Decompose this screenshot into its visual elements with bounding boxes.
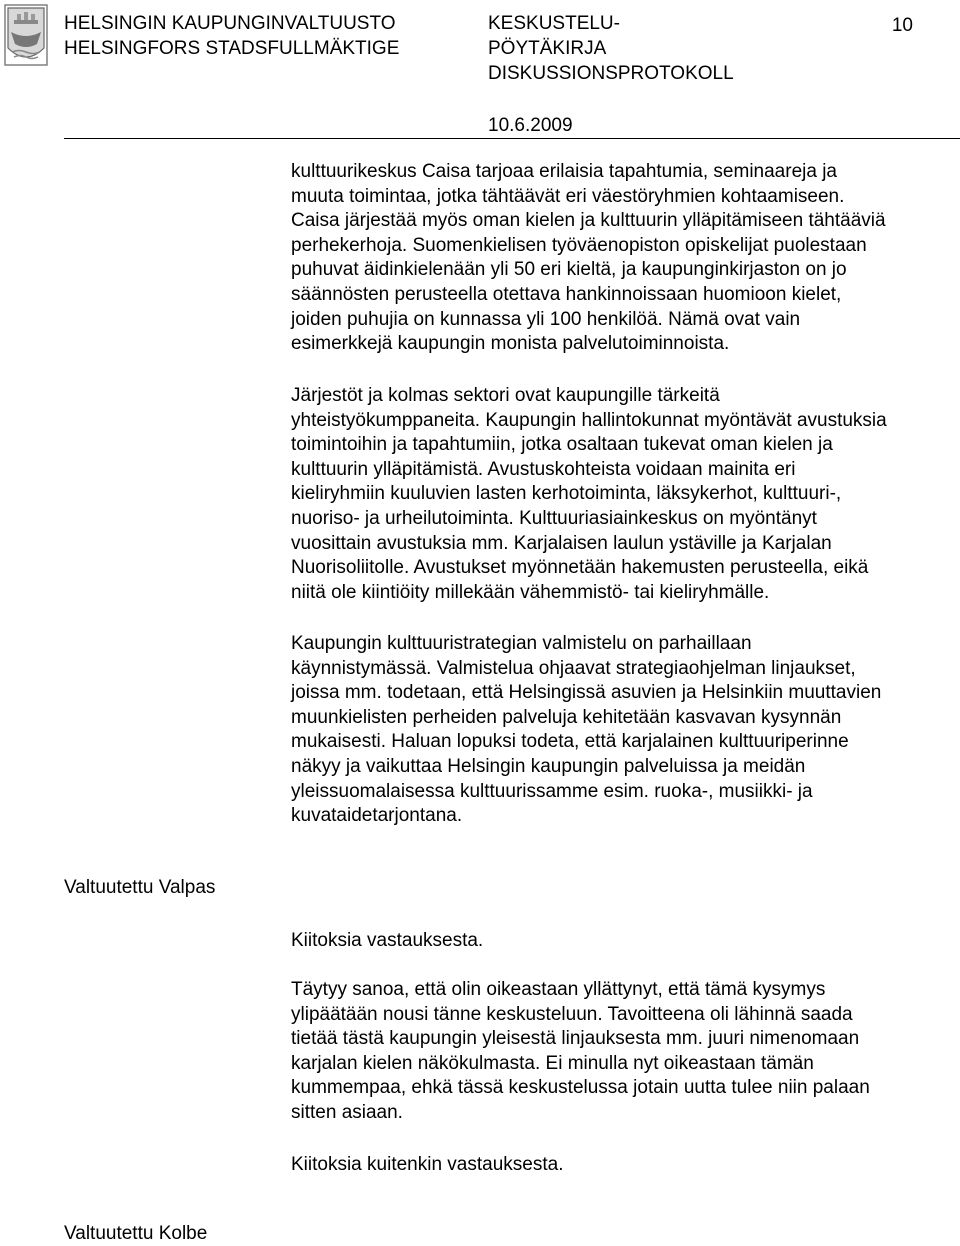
text-line: vuosittain avustuksia mm. Karjalaisen laulun ystäville ja Karjalan [291,532,832,554]
text-line: kulttuurin ylläpitämistä. Avustuskohteista voidaan mainita eri [291,458,796,480]
text-line: joissa mm. todetaan, että Helsingissä asuvien ja Helsinkiin muuttavien [291,682,882,704]
text-line: ylipäätään nousi tänne keskusteluun. Tavoitteena oli lähinnä saada [291,1003,853,1025]
text-line: toimintoihin ja tapahtumiin, jotka osaltaan tukevat oman kielen ja [291,434,833,456]
text-line: muunkielisten perheiden palveluja kehitetään kasvavan kysynnän [291,706,842,728]
body-paragraph [291,384,956,605]
text-line: Kiitoksia kuitenkin vastauksesta. [291,1154,564,1175]
text-line: sitten asiaan. [291,1101,403,1123]
page-number: 10 [891,15,913,36]
text-line: kieliryhmiin kuuluvien lasten kerhotoiminta, läksykerhot, kulttuuri-, [291,483,842,505]
organization-name-finnish: HELSINGIN KAUPUNGINVALTUUSTO [64,13,396,34]
body-paragraph [291,632,956,829]
organization-name-swedish: HELSINGFORS STADSFULLMÄKTIGE [64,38,400,59]
text-line: perhekerhoja. Suomenkielisen työväenopiston opiskelijat puolestaan [291,234,867,256]
document-type-line-2: PÖYTÄKIRJA [488,38,607,59]
document-type-line-3: DISKUSSIONSPROTOKOLL [488,63,734,84]
text-line: tietää tästä kaupungin yleisestä linjauksesta mm. juuri nimenomaan [291,1028,860,1050]
text-line: karjalan kielen näkökulmasta. Ei minulla nyt oikeastaan tämän [291,1052,814,1074]
text-line: Järjestöt ja kolmas sektori ovat kaupungille tärkeitä [291,385,720,406]
header-divider [64,138,960,139]
speech-paragraph [291,929,956,954]
text-line: kummempaa, ehkä tässä keskustelussa jotain uutta tulee niin palaan [291,1077,870,1099]
text-line: nuoriso- ja urheilutoiminta. Kulttuuriasiainkeskus on myöntänyt [291,507,817,529]
text-line: puhuvat äidinkielenään yli 50 eri kieltä, ja kaupunginkirjaston on jo [291,259,847,281]
text-line: esimerkkejä kaupungin monista palvelutoiminnoista. [291,333,730,355]
text-line: Kiitoksia vastauksesta. [291,930,484,951]
text-line: Caisa järjestää myös oman kielen ja kulttuurin ylläpitämiseen tähtääviä [291,210,886,232]
text-line: Täytyy sanoa, että olin oikeastaan yllättynyt, että tämä kysymys [291,979,826,1000]
text-line: säännösten perusteella otettava hankinnoissaan huomioon kielet, [291,283,842,305]
text-line: muuta toimintaa, jotka tähtäävät eri väestöryhmien kohtaamiseen. [291,185,845,207]
speech-paragraph [291,978,956,1126]
text-line: Kaupungin kulttuuristrategian valmistelu on parhaillaan [291,633,752,654]
text-line: yleissuomalaisessa kulttuurissamme esim. ruoka-, musiikki- ja [291,780,813,802]
helsinki-crest-icon [4,4,48,72]
speech-paragraph [291,1153,956,1178]
text-line: käynnistymässä. Valmistelua ohjaavat strategiaohjelman linjaukset, [291,657,856,679]
body-paragraph [291,160,956,357]
text-line: Nuorisoliitolle. Avustukset myönnetään hakemusten perusteella, eikä [291,557,869,579]
text-line: mukaisesti. Haluan lopuksi todeta, että karjalainen kulttuuriperinne [291,731,849,753]
document-date: 10.6.2009 [488,115,573,136]
text-line: näkyy ja vaikuttaa Helsingin kaupungin palveluissa ja meidän [291,755,806,777]
text-line: yhteistyökumppaneita. Kaupungin hallintokunnat myöntävät avustuksia [291,409,887,431]
text-line: kulttuurikeskus Caisa tarjoaa erilaisia tapahtumia, seminaareja ja [291,161,837,182]
text-line: joiden puhujia on kunnassa yli 100 henkilöä. Nämä ovat vain [291,308,801,330]
speaker-name: Valtuutettu Valpas [64,877,216,898]
document-type-line-1: KESKUSTELU- [488,13,620,34]
speaker-name: Valtuutettu Kolbe [64,1223,208,1244]
text-line: kuvataidetarjontana. [291,805,463,827]
text-line: niitä ole kiintiöity millekään vähemmistö- tai kieliryhmälle. [291,581,770,603]
